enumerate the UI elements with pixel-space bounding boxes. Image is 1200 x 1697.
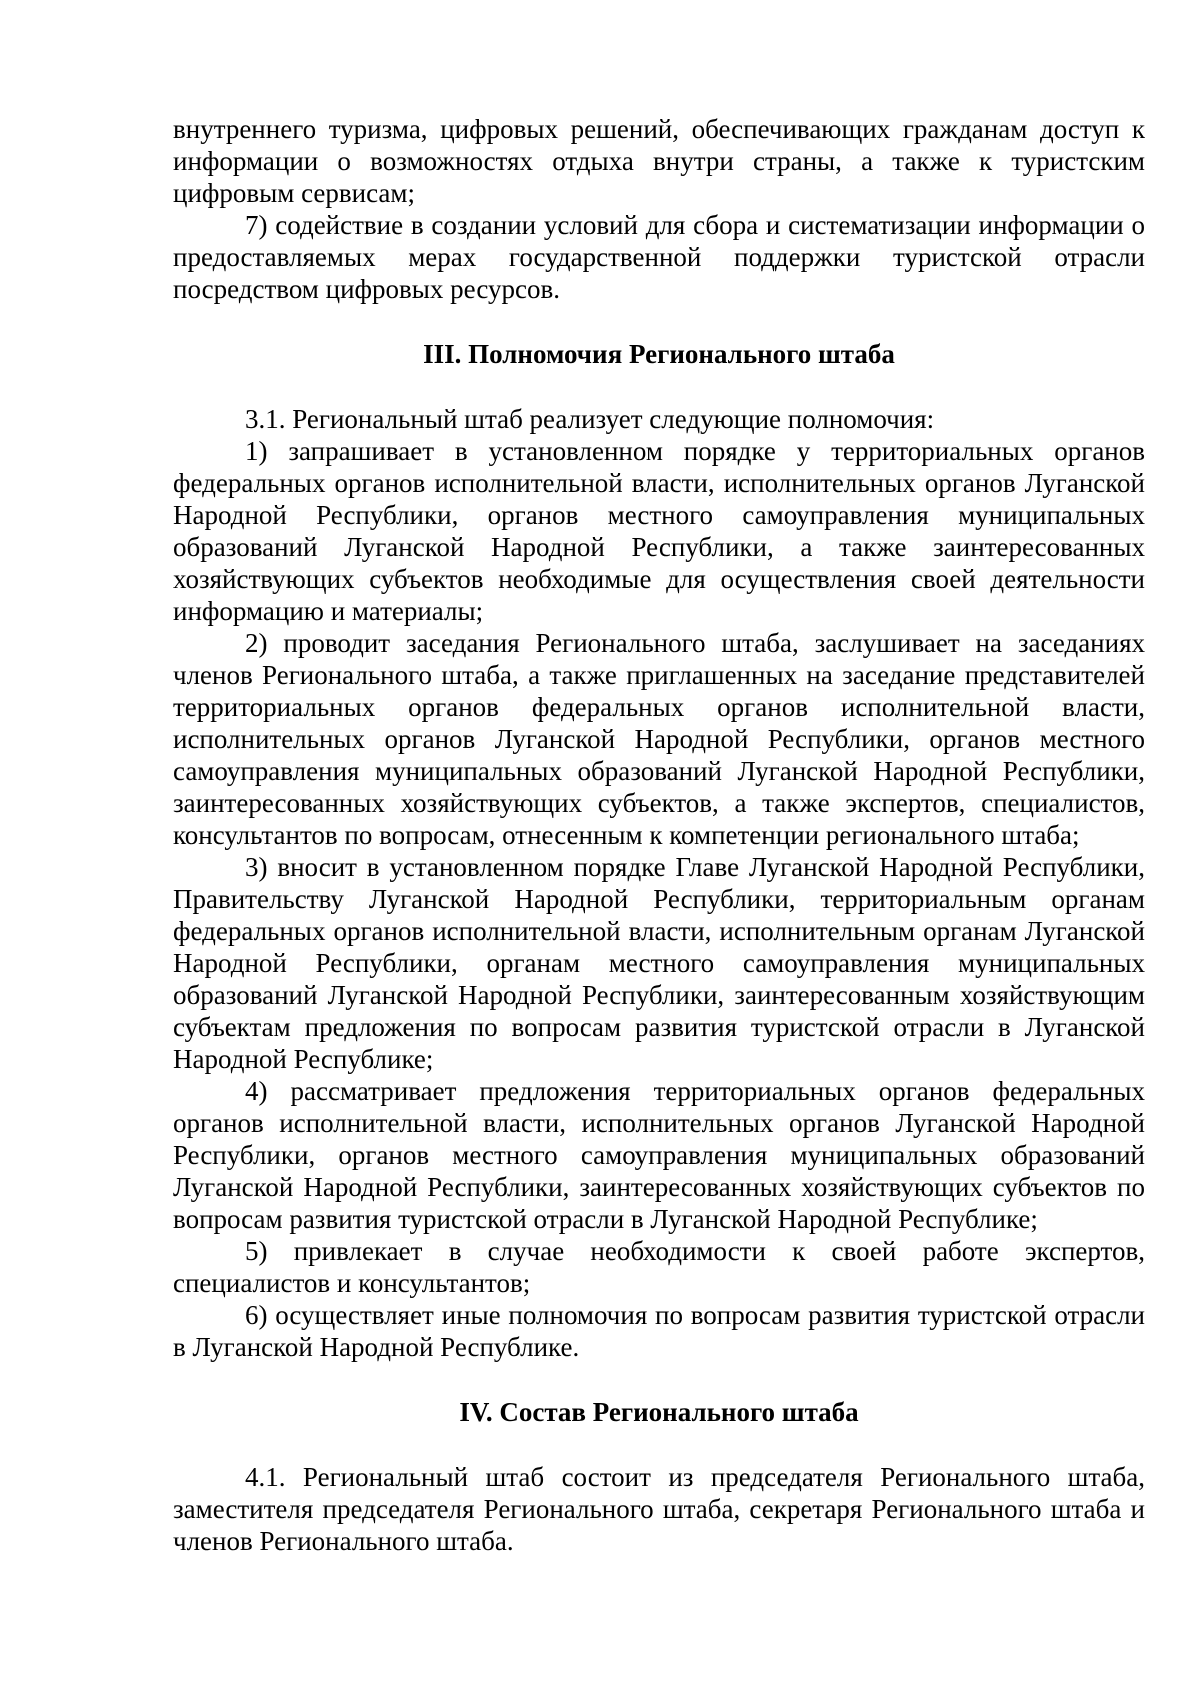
spacer [173,370,1145,403]
paragraph-continuation: внутреннего туризма, цифровых решений, обеспечивающих гражданам доступ к информации о возможностях отдыха внутри страны, а также к туристским цифровым сервисам; [173,114,1145,208]
spacer [173,305,1145,338]
paragraph-item-6: 6) осуществляет иные полномочия по вопросам развития туристской отрасли в Луганской Народной Республике. [173,1300,1145,1362]
paragraph-item-5: 5) привлекает в случае необходимости к своей работе экспертов, специалистов и консультантов; [173,1236,1145,1298]
spacer [173,1428,1145,1461]
paragraph-item-7: 7) содействие в создании условий для сбора и систематизации информации о предоставляемых мерах государственной поддержки туристской отрасли посредством цифровых ресурсов. [173,210,1145,304]
section-heading-4: IV. Состав Регионального штаба [459,1397,859,1427]
paragraph-item-4: 4) рассматривает предложения территориальных органов федеральных органов исполнительной власти, исполнительных органов Луганской Народной Республики, органов местного самоуправления муниципальных образований Луганской Народной Республики, заинтересованных хозяйствующих субъектов по вопросам развития туристской отрасли в Луганской Народной Республике; [173,1076,1145,1234]
document-body [173,113,1145,1557]
paragraph-4-1: 4.1. Региональный штаб состоит из председателя Регионального штаба, заместителя председателя Регионального штаба, секретаря Регионального штаба и членов Регионального штаба. [173,1462,1145,1556]
paragraph-item-2: 2) проводит заседания Регионального штаба, заслушивает на заседаниях членов Регионального штаба, а также приглашенных на заседание представителей территориальных органов федеральных органов исполнительной власти, исполнительных органов Луганской Народной Республики, органов местного самоуправления муниципальных образований Луганской Народной Республики, заинтересованных хозяйствующих субъектов, а также экспертов, специалистов, консультантов по вопросам, отнесенным к компетенции регионального штаба; [173,628,1145,850]
section-heading-3: III. Полномочия Регионального штаба [423,339,895,369]
paragraph-3-1: 3.1. Региональный штаб реализует следующие полномочия: [245,404,935,434]
paragraph-item-1: 1) запрашивает в установленном порядке у территориальных органов федеральных органов исполнительной власти, исполнительных органов Луганской Народной Республики, органов местного самоуправления муниципальных образований Луганской Народной Республики, а также заинтересованных хозяйствующих субъектов необходимые для осуществления своей деятельности информацию и материалы; [173,436,1145,626]
spacer [173,1363,1145,1396]
paragraph-item-3: 3) вносит в установленном порядке Главе Луганской Народной Республики, Правительству Луганской Народной Республики, территориальным органам федеральных органов исполнительной власти, исполнительным органам Луганской Народной Республики, органам местного самоуправления муниципальных образований Луганской Народной Республики, заинтересованным хозяйствующим субъектам предложения по вопросам развития туристской отрасли в Луганской Народной Республике; [173,852,1145,1074]
